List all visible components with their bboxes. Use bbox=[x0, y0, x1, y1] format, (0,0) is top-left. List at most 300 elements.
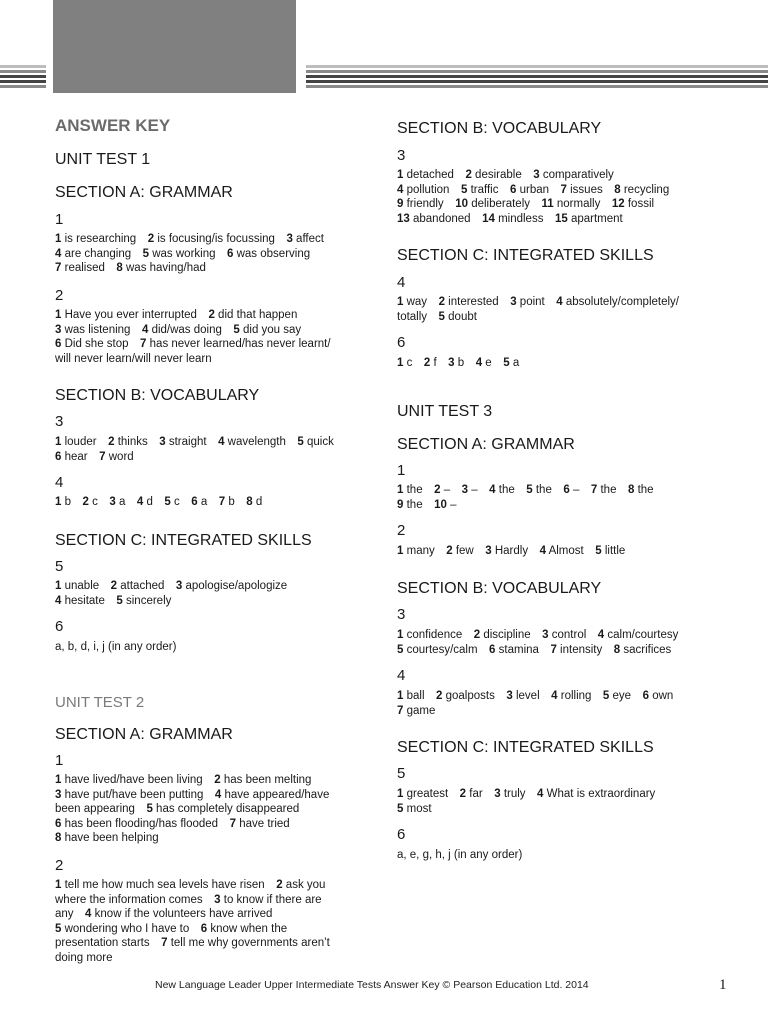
answer-number: 4 bbox=[55, 594, 62, 607]
answer-text: unable bbox=[64, 580, 100, 592]
u1-q2-number: 2 bbox=[55, 287, 64, 304]
answer-number: 8 bbox=[614, 183, 621, 196]
u3-q5-number: 5 bbox=[397, 765, 406, 782]
answer-text: – bbox=[450, 498, 457, 511]
answer-line bbox=[397, 689, 673, 704]
answer-number: 8 bbox=[246, 496, 253, 508]
answer-line bbox=[55, 579, 287, 594]
answer-number: 4 bbox=[141, 323, 149, 336]
u2-q3-answers bbox=[397, 168, 669, 226]
answer-text: straight bbox=[168, 436, 207, 448]
answer-text: desirable bbox=[475, 169, 522, 181]
answer-text: have put/have been putting bbox=[64, 788, 204, 801]
answer-text: Did she stop bbox=[64, 338, 129, 351]
answer-number: 11 bbox=[541, 198, 554, 211]
answer-number: 2 bbox=[147, 233, 155, 245]
answer-number: 3 bbox=[448, 357, 455, 369]
answer-text: courtesy/calm bbox=[406, 643, 478, 656]
u3-q5-answers bbox=[397, 787, 655, 816]
answer-number: 6 bbox=[191, 496, 198, 508]
answer-text: the bbox=[406, 498, 423, 511]
u2-q4-answers bbox=[397, 295, 679, 324]
answer-text: intensity bbox=[560, 643, 603, 656]
answer-line bbox=[397, 197, 669, 212]
answer-number: 7 bbox=[550, 643, 557, 656]
answer-line bbox=[397, 168, 669, 183]
u1-q6-answers: a, b, d, i, j (in any order) bbox=[55, 641, 177, 653]
answer-text: normally bbox=[556, 198, 601, 211]
answer-text: will never learn/will never learn bbox=[55, 352, 212, 365]
answer-text: b bbox=[64, 496, 72, 508]
answer-text: did that happen bbox=[218, 309, 298, 321]
answer-number: 5 bbox=[297, 436, 304, 448]
answer-line bbox=[55, 435, 334, 450]
answer-number: 1 bbox=[397, 296, 404, 308]
answer-number: 7 bbox=[140, 338, 147, 351]
u1-q3-number: 3 bbox=[55, 413, 64, 430]
answer-line bbox=[55, 495, 262, 510]
u2-q6-answers bbox=[397, 356, 519, 371]
answer-number: 7 bbox=[590, 484, 598, 496]
answer-number: 6 bbox=[563, 484, 570, 496]
u2-q2-answers bbox=[55, 878, 330, 966]
answer-number: 2 bbox=[110, 580, 118, 592]
answer-number: 3 bbox=[55, 788, 62, 801]
answer-line bbox=[55, 907, 330, 922]
answer-number: 4 bbox=[539, 545, 546, 557]
answer-number: 7 bbox=[229, 817, 236, 830]
u3-q6-answers: a, e, g, h, j (in any order) bbox=[397, 849, 523, 861]
answer-text: discipline bbox=[483, 629, 531, 641]
answer-number: 7 bbox=[55, 262, 62, 275]
answer-number: 2 bbox=[108, 436, 115, 448]
answer-text: game bbox=[406, 704, 436, 717]
answer-text: did/was doing bbox=[151, 323, 222, 336]
answer-number: 1 bbox=[55, 496, 62, 508]
answer-text: has completely disappeared bbox=[156, 803, 300, 816]
answer-text: was working bbox=[152, 247, 216, 260]
answer-number: 10 bbox=[455, 198, 468, 211]
answer-number: 10 bbox=[434, 498, 447, 511]
answer-number: 9 bbox=[397, 198, 404, 211]
answer-number: 3 bbox=[494, 788, 501, 800]
answer-number: 5 bbox=[397, 643, 404, 656]
answer-line bbox=[397, 802, 655, 817]
answer-number: 2 bbox=[276, 879, 283, 891]
answer-line bbox=[397, 483, 654, 498]
answer-line bbox=[55, 337, 331, 352]
answer-text: few bbox=[455, 545, 474, 557]
answer-line bbox=[55, 788, 329, 803]
answer-number: 8 bbox=[55, 832, 62, 845]
answer-text: abandoned bbox=[413, 212, 471, 225]
u1-section-b-title: SECTION B: VOCABULARY bbox=[55, 387, 260, 404]
answer-number: 1 bbox=[397, 788, 404, 800]
answer-number: 14 bbox=[482, 212, 495, 225]
answer-number: 1 bbox=[55, 580, 62, 592]
answer-number: 6 bbox=[227, 247, 234, 260]
answer-number: 6 bbox=[55, 450, 62, 463]
answer-number: 5 bbox=[146, 803, 153, 816]
answer-number: 1 bbox=[55, 233, 62, 245]
u3-section-b-title: SECTION B: VOCABULARY bbox=[397, 580, 602, 597]
answer-text: tell me how much sea levels have risen bbox=[64, 879, 265, 891]
answer-text: have tried bbox=[239, 817, 290, 830]
answer-line bbox=[55, 922, 330, 937]
answer-text: level bbox=[515, 690, 540, 702]
answer-text: the bbox=[600, 484, 617, 496]
u2-section-a-title: SECTION A: GRAMMAR bbox=[55, 726, 233, 743]
answer-number: 3 bbox=[214, 893, 221, 906]
answer-text: ball bbox=[406, 690, 425, 702]
answer-line bbox=[55, 893, 330, 908]
answer-text: eye bbox=[612, 690, 632, 702]
answer-text: Almost bbox=[548, 545, 584, 557]
answer-text: point bbox=[519, 296, 545, 308]
u2-q1-number: 1 bbox=[55, 752, 64, 769]
answer-number: 6 bbox=[509, 183, 517, 196]
answer-number: 3 bbox=[286, 233, 293, 245]
answer-number: 3 bbox=[109, 496, 116, 508]
answer-number: 8 bbox=[613, 643, 621, 656]
answer-text: detached bbox=[406, 169, 454, 181]
answer-text: where the information comes bbox=[55, 893, 203, 906]
answer-text: urban bbox=[519, 183, 550, 196]
answer-text: are changing bbox=[64, 247, 132, 260]
answer-text: has been melting bbox=[223, 774, 312, 786]
answer-text: What is extraordinary bbox=[546, 788, 656, 800]
answer-number: 5 bbox=[438, 310, 445, 323]
answer-line bbox=[55, 817, 329, 832]
answer-number: 6 bbox=[642, 690, 649, 702]
answer-text: far bbox=[469, 788, 483, 800]
answer-line bbox=[55, 594, 287, 609]
answer-number: 1 bbox=[397, 690, 404, 702]
answer-text: attached bbox=[120, 580, 165, 592]
answer-text: rolling bbox=[560, 690, 592, 702]
answer-number: 1 bbox=[55, 436, 62, 448]
answer-number: 1 bbox=[55, 309, 62, 321]
answer-text: a bbox=[200, 496, 208, 508]
u1-q3-answers bbox=[55, 435, 334, 464]
answer-text: a bbox=[512, 357, 520, 369]
u1-q1-answers bbox=[55, 232, 324, 276]
answer-text: truly bbox=[503, 788, 526, 800]
answer-line bbox=[55, 308, 331, 323]
answer-text: has never learned/has never learnt/ bbox=[149, 338, 331, 351]
answer-number: 3 bbox=[510, 296, 517, 308]
u1-section-a-title: SECTION A: GRAMMAR bbox=[55, 184, 233, 201]
answer-text: – bbox=[572, 484, 580, 496]
u3-q2-answers bbox=[397, 544, 625, 559]
answer-number: 9 bbox=[397, 498, 404, 511]
answer-text: calm/courtesy bbox=[607, 629, 679, 641]
answer-text: c bbox=[406, 357, 413, 369]
answer-text: many bbox=[406, 545, 435, 557]
answer-number: 3 bbox=[159, 436, 166, 448]
u3-section-a-title: SECTION A: GRAMMAR bbox=[397, 436, 575, 453]
answer-number: 5 bbox=[116, 594, 123, 607]
answer-text: louder bbox=[64, 436, 97, 448]
u2-section-b-title: SECTION B: VOCABULARY bbox=[397, 120, 602, 137]
u1-section-c-title: SECTION C: INTEGRATED SKILLS bbox=[55, 532, 312, 549]
answer-text: have been helping bbox=[64, 832, 159, 845]
answer-line bbox=[55, 232, 324, 247]
answer-number: 7 bbox=[99, 450, 106, 463]
answer-number: 1 bbox=[55, 879, 62, 891]
answer-number: 6 bbox=[55, 817, 62, 830]
answer-line bbox=[397, 356, 519, 371]
u3-q1-number: 1 bbox=[397, 462, 406, 479]
answer-number: 3 bbox=[506, 690, 513, 702]
u2-q3-number: 3 bbox=[397, 147, 406, 164]
answer-text: pollution bbox=[406, 183, 450, 196]
answer-text: d bbox=[146, 496, 153, 508]
u2-q1-answers bbox=[55, 773, 329, 846]
answer-text: know if the volunteers have arrived bbox=[94, 908, 273, 921]
answer-text: deliberately bbox=[471, 198, 531, 211]
answer-text: is researching bbox=[64, 233, 137, 245]
answer-text: b bbox=[228, 496, 235, 508]
answer-number: 2 bbox=[434, 484, 441, 496]
answer-text: was having/had bbox=[126, 262, 206, 275]
answer-text: presentation starts bbox=[55, 937, 150, 950]
answer-number: 8 bbox=[627, 484, 635, 496]
answer-text: way bbox=[406, 296, 428, 308]
answer-text: little bbox=[604, 545, 626, 557]
answer-line bbox=[55, 831, 329, 846]
answer-text: doing more bbox=[55, 951, 113, 964]
answer-text: Hardly bbox=[494, 545, 529, 557]
answer-number: 15 bbox=[554, 212, 568, 225]
answer-number: 1 bbox=[397, 545, 404, 557]
page-title: ANSWER KEY bbox=[55, 116, 171, 135]
answer-text: hesitate bbox=[64, 594, 105, 607]
answer-text: friendly bbox=[406, 198, 444, 211]
answer-text: thinks bbox=[117, 436, 148, 448]
answer-number: 4 bbox=[556, 296, 563, 308]
answer-number: 3 bbox=[533, 169, 540, 181]
answer-line bbox=[397, 628, 678, 643]
u3-q4-answers bbox=[397, 689, 673, 718]
answer-number: 2 bbox=[436, 690, 443, 702]
answer-number: 5 bbox=[595, 545, 602, 557]
answer-text: control bbox=[551, 629, 587, 641]
answer-line bbox=[397, 183, 669, 198]
answer-number: 2 bbox=[208, 309, 215, 321]
answer-text: wavelength bbox=[227, 436, 286, 448]
answer-line bbox=[55, 450, 334, 465]
answer-text: e bbox=[485, 357, 492, 369]
answer-text: recycling bbox=[623, 183, 670, 196]
answer-text: greatest bbox=[406, 788, 449, 800]
answer-text: quick bbox=[306, 436, 334, 448]
answer-text: did you say bbox=[243, 323, 302, 336]
answer-text: goalposts bbox=[445, 690, 495, 702]
u2-section-c-title: SECTION C: INTEGRATED SKILLS bbox=[397, 247, 654, 264]
u3-q6-number: 6 bbox=[397, 826, 406, 843]
answer-text: stamina bbox=[498, 643, 539, 656]
answer-text: f bbox=[433, 357, 437, 369]
answer-number: 1 bbox=[397, 629, 404, 641]
u1-q4-number: 4 bbox=[55, 474, 64, 491]
answer-text: comparatively bbox=[542, 169, 614, 181]
answer-line bbox=[397, 295, 679, 310]
answer-text: apartment bbox=[570, 212, 623, 225]
answer-line bbox=[397, 704, 673, 719]
answer-number: 2 bbox=[214, 774, 221, 786]
answer-number: 7 bbox=[560, 183, 567, 196]
answer-number: 7 bbox=[397, 704, 404, 717]
answer-line bbox=[55, 247, 324, 262]
answer-number: 2 bbox=[473, 629, 481, 641]
answer-text: fossil bbox=[627, 198, 655, 211]
answer-text: a bbox=[118, 496, 126, 508]
answer-text: realised bbox=[64, 262, 105, 275]
answer-text: the bbox=[406, 484, 423, 496]
answer-line bbox=[55, 936, 330, 951]
u1-q6-number: 6 bbox=[55, 618, 64, 635]
answer-number: 2 bbox=[438, 296, 445, 308]
answer-line bbox=[55, 773, 329, 788]
answer-number: 7 bbox=[161, 937, 168, 950]
answer-number: 4 bbox=[85, 908, 92, 921]
answer-text: traffic bbox=[470, 183, 499, 196]
answer-number: 5 bbox=[397, 802, 404, 815]
u1-q5-answers bbox=[55, 579, 287, 608]
answer-number: 5 bbox=[164, 496, 171, 508]
answer-line bbox=[397, 544, 625, 559]
answer-number: 1 bbox=[397, 357, 404, 369]
answer-text: absolutely/completely/ bbox=[565, 296, 679, 308]
answer-number: 2 bbox=[82, 496, 89, 508]
answer-line bbox=[397, 787, 655, 802]
answer-number: 3 bbox=[485, 545, 492, 557]
answer-number: 1 bbox=[55, 774, 62, 786]
answer-text: affect bbox=[296, 233, 324, 245]
answer-number: 4 bbox=[214, 788, 222, 801]
answer-line bbox=[397, 643, 678, 658]
answer-text: c bbox=[174, 496, 180, 508]
answer-text: issues bbox=[570, 183, 603, 196]
answer-number: 4 bbox=[597, 629, 605, 641]
answer-number: 5 bbox=[602, 690, 610, 702]
answer-text: have lived/have been living bbox=[64, 774, 203, 786]
u3-q2-number: 2 bbox=[397, 522, 406, 539]
answer-number: 2 bbox=[459, 788, 467, 800]
answer-text: – bbox=[471, 484, 478, 496]
answer-line bbox=[397, 212, 669, 227]
u2-q4-number: 4 bbox=[397, 274, 406, 291]
answer-text: mindless bbox=[498, 212, 544, 225]
answer-number: 2 bbox=[465, 169, 472, 181]
answer-text: was listening bbox=[64, 323, 131, 336]
answer-text: own bbox=[652, 690, 674, 702]
answer-text: to know if there are bbox=[223, 893, 322, 906]
answer-number: 4 bbox=[475, 357, 483, 369]
answer-number: 3 bbox=[55, 323, 62, 336]
unit-test-1-title: UNIT TEST 1 bbox=[55, 151, 151, 168]
answer-number: 6 bbox=[55, 338, 62, 351]
answer-text: sacrifices bbox=[623, 643, 672, 656]
answer-text: have appeared/have bbox=[224, 788, 330, 801]
answer-text: is focusing/is focussing bbox=[157, 233, 275, 245]
u3-q3-answers bbox=[397, 628, 678, 657]
page-footer: New Language Leader Upper Intermediate Tests Answer Key © Pearson Education Ltd. 2014 bbox=[155, 979, 589, 991]
answer-number: 1 bbox=[397, 484, 404, 496]
answer-number: 8 bbox=[116, 262, 123, 275]
answer-text: b bbox=[457, 357, 465, 369]
unit-test-3-title: UNIT TEST 3 bbox=[397, 403, 493, 420]
answer-text: apologise/apologize bbox=[185, 580, 288, 592]
u3-section-c-title: SECTION C: INTEGRATED SKILLS bbox=[397, 739, 654, 756]
header-grey-block bbox=[53, 0, 296, 93]
answer-number: 5 bbox=[460, 183, 468, 196]
header-stripes-left bbox=[0, 65, 46, 90]
answer-number: 2 bbox=[423, 357, 431, 369]
answer-number: 5 bbox=[503, 357, 510, 369]
answer-line bbox=[55, 261, 324, 276]
answer-text: sincerely bbox=[126, 594, 172, 607]
header-stripes-right bbox=[306, 65, 768, 90]
answer-number: 4 bbox=[55, 247, 62, 260]
answer-number: 13 bbox=[397, 212, 410, 225]
answer-number: 3 bbox=[175, 580, 183, 592]
answer-number: 1 bbox=[397, 169, 404, 181]
answer-number: 4 bbox=[136, 496, 144, 508]
u1-q4-answers bbox=[55, 495, 262, 510]
answer-text: know when the bbox=[210, 922, 288, 935]
answer-number: 6 bbox=[200, 922, 208, 935]
answer-line bbox=[55, 951, 330, 966]
answer-text: most bbox=[406, 802, 432, 815]
answer-text: hear bbox=[64, 450, 88, 463]
u1-q2-answers bbox=[55, 308, 331, 366]
unit-test-2-title: UNIT TEST 2 bbox=[55, 694, 145, 711]
answer-text: d bbox=[255, 496, 263, 508]
answer-line bbox=[397, 498, 654, 513]
answer-line bbox=[55, 802, 329, 817]
answer-text: was observing bbox=[236, 247, 311, 260]
u2-q2-number: 2 bbox=[55, 857, 64, 874]
answer-text: c bbox=[92, 496, 98, 508]
answer-number: 4 bbox=[218, 436, 225, 448]
answer-number: 4 bbox=[551, 690, 558, 702]
u1-q5-number: 5 bbox=[55, 558, 64, 575]
answer-text: word bbox=[108, 450, 134, 463]
answer-line bbox=[55, 878, 330, 893]
answer-text: has been flooding/has flooded bbox=[64, 817, 219, 830]
answer-text: interested bbox=[448, 296, 499, 308]
answer-text: Have you ever interrupted bbox=[64, 309, 197, 321]
answer-text: wondering who I have to bbox=[64, 922, 190, 935]
answer-number: 4 bbox=[397, 183, 404, 196]
answer-text: totally bbox=[397, 310, 428, 323]
answer-number: 7 bbox=[218, 496, 226, 508]
answer-text: any bbox=[55, 908, 74, 921]
answer-text: been appearing bbox=[55, 803, 135, 816]
answer-text: the bbox=[535, 484, 552, 496]
answer-line bbox=[55, 352, 331, 367]
answer-number: 4 bbox=[537, 788, 544, 800]
answer-text: the bbox=[498, 484, 515, 496]
answer-text: doubt bbox=[448, 310, 477, 323]
u3-q4-number: 4 bbox=[397, 667, 406, 684]
answer-number: 5 bbox=[526, 484, 533, 496]
answer-number: 5 bbox=[233, 323, 240, 336]
answer-number: 12 bbox=[611, 198, 625, 211]
answer-number: 3 bbox=[461, 484, 469, 496]
